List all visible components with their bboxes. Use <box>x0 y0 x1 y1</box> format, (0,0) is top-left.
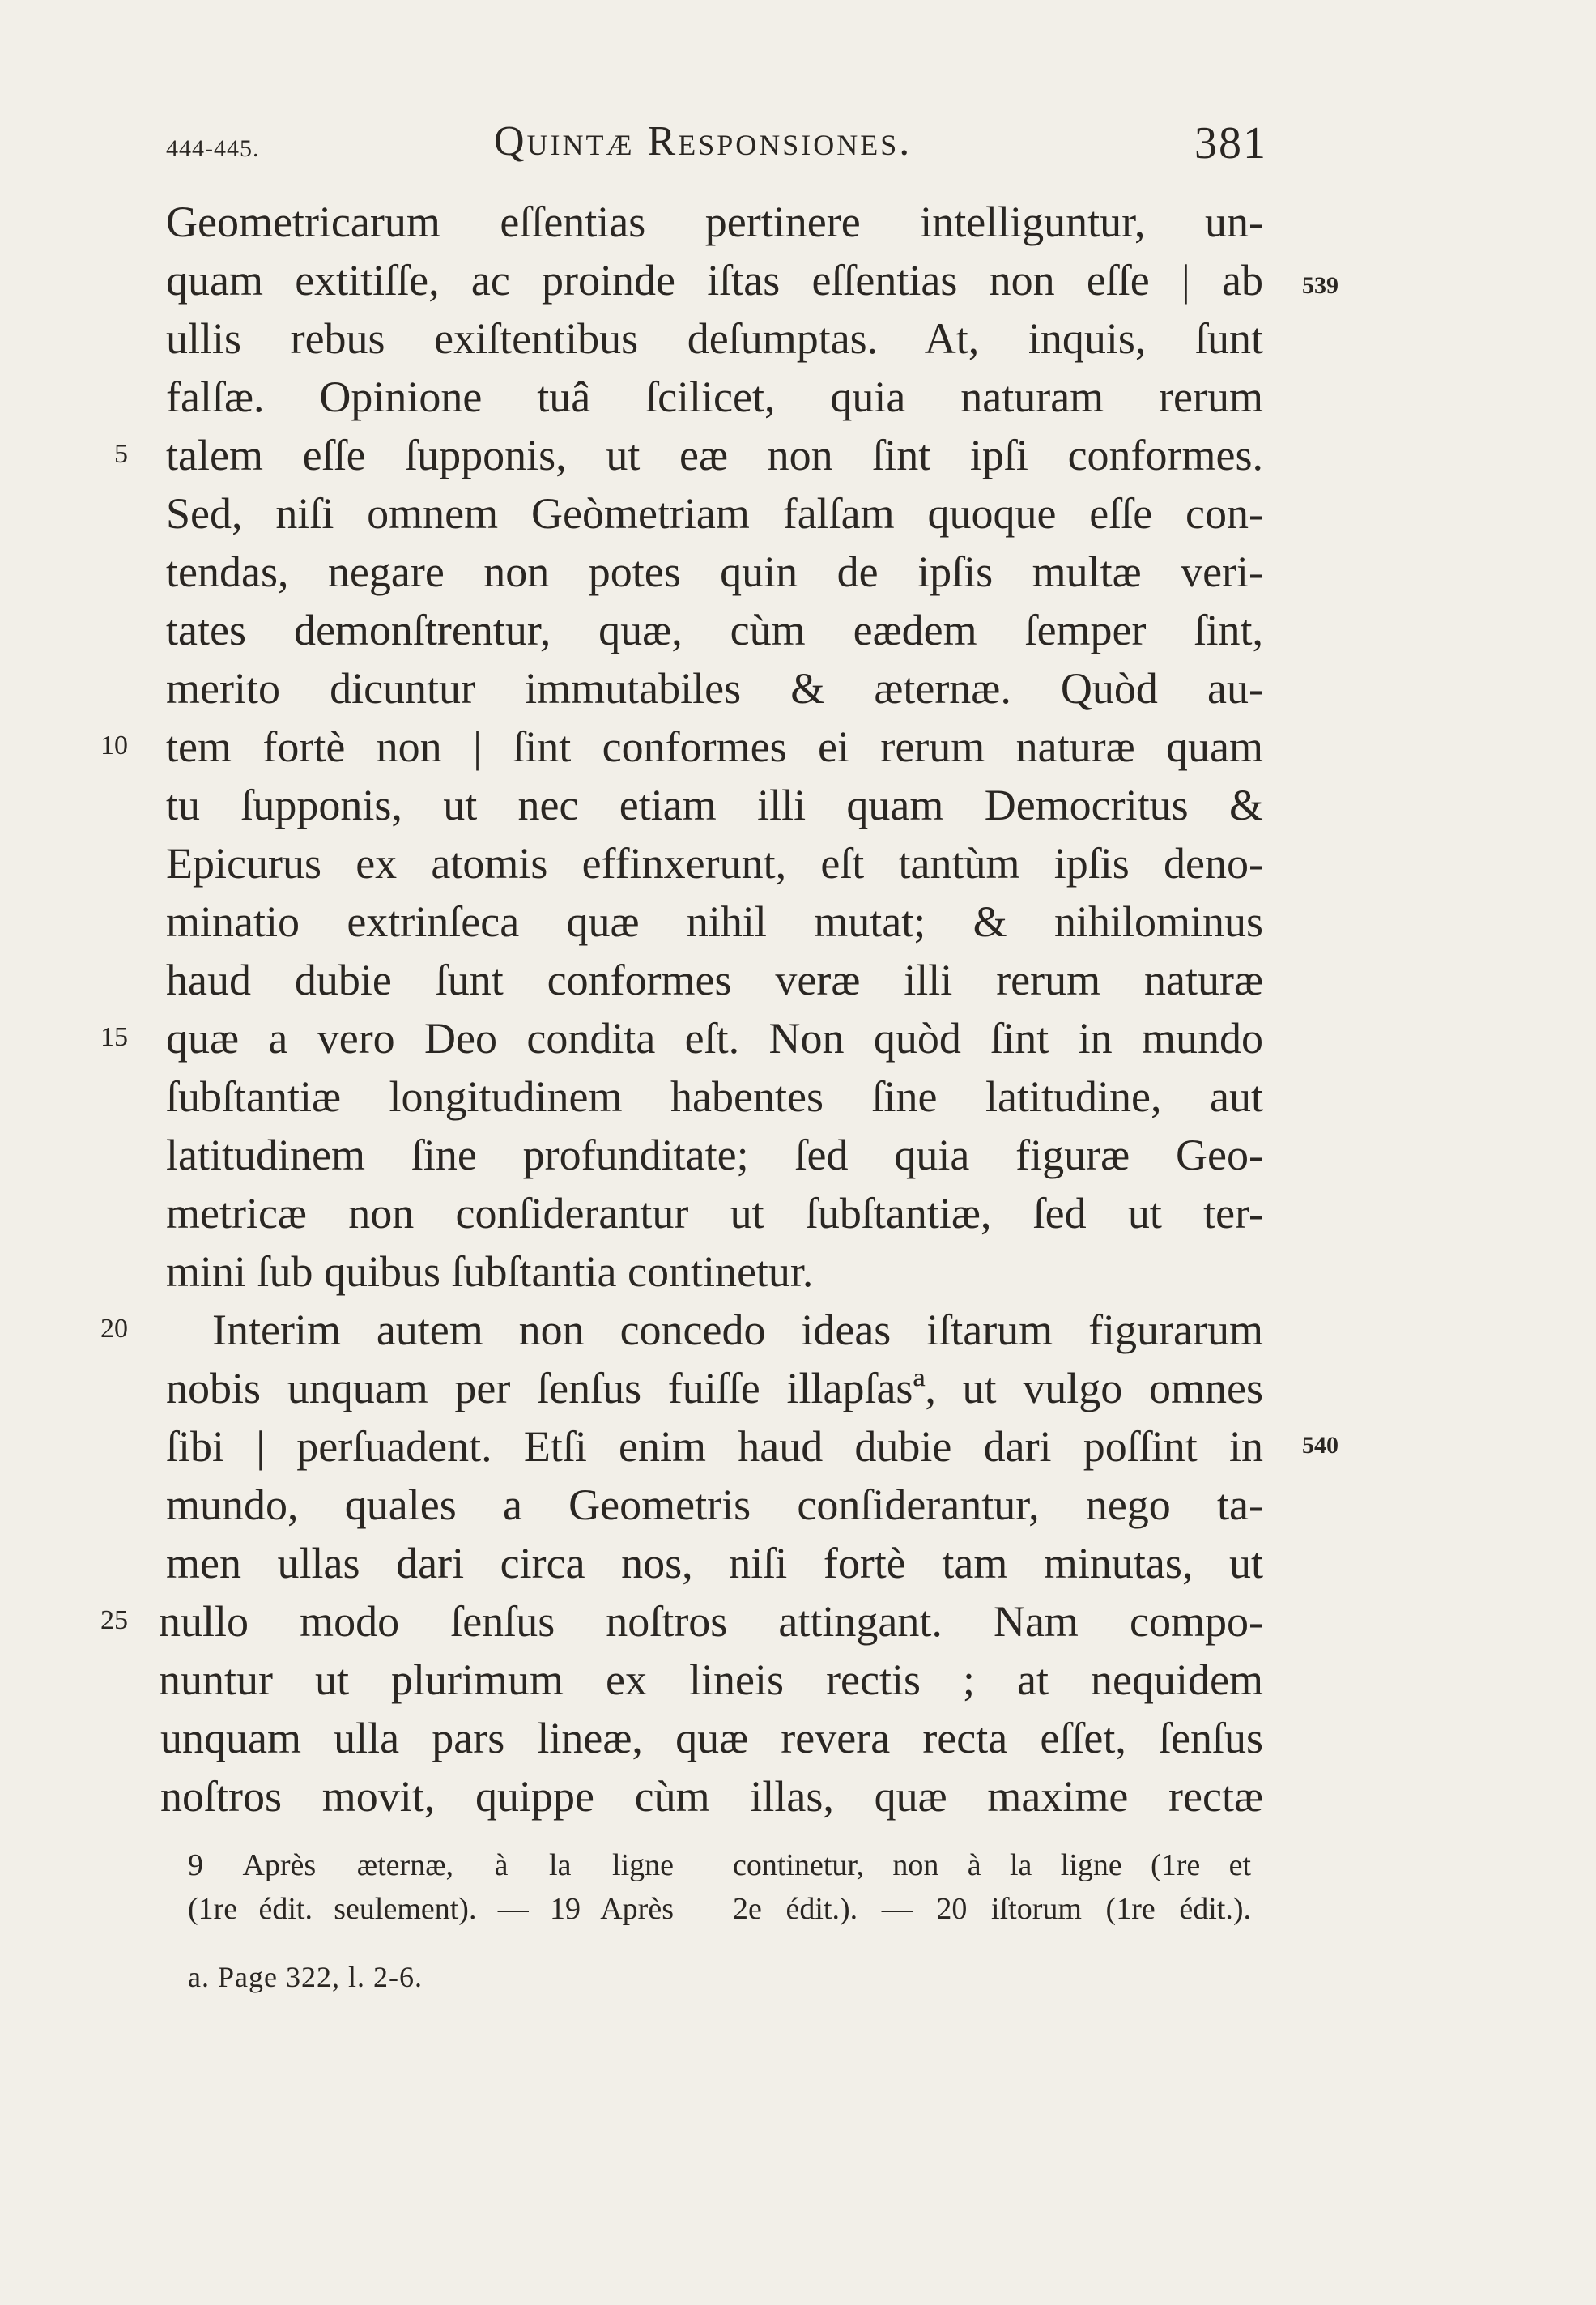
text-line: metricæ non conſiderantur ut ſubſtantiæ, ſed ut ter- <box>166 1189 1263 1238</box>
text-line: Sed, niſi omnem Geòmetriam falſam quoque eſſe con- <box>166 489 1263 538</box>
text-line: men ullas dari circa nos, niſi fortè tam minutas, ut <box>166 1539 1263 1587</box>
text-line: ſubſtantiæ longitudinem habentes ſine latitudine, aut <box>166 1072 1263 1121</box>
footnote-line: 9 Après æternæ, à la ligne <box>188 1848 674 1882</box>
footnote-line: continetur, non à la ligne (1re et <box>733 1848 1251 1882</box>
text-line: falſæ. Opinione tuâ ſcilicet, quia naturam rerum <box>166 373 1263 421</box>
text-line: unquam ulla pars lineæ, quæ revera recta eſſet, ſenſus <box>160 1714 1263 1762</box>
running-header <box>166 117 1267 182</box>
margin-page-ref: 539 <box>1302 272 1339 299</box>
text-line: Interim autem non concedo ideas iſtarum figurarum <box>212 1306 1263 1354</box>
text-line: noſtros movit, quippe cùm illas, quæ maxime rectæ <box>160 1772 1263 1821</box>
footnote-a: a. Page 322, l. 2-6. <box>188 1961 423 1993</box>
text-line: tates demonſtrentur, quæ, cùm eædem ſemper ſint, <box>166 606 1263 654</box>
text-line: tu ſupponis, ut nec etiam illi quam Democritus & <box>166 781 1263 829</box>
text-line: quam extitiſſe, ac proinde iſtas eſſentias non eſſe | ab <box>166 256 1263 305</box>
text-line: nuntur ut plurimum ex lineis rectis ; at nequidem <box>159 1655 1263 1704</box>
margin-page-ref: 540 <box>1302 1432 1339 1459</box>
line-number: 15 <box>100 1022 128 1052</box>
text-line: latitudinem ſine profunditate; ſed quia figuræ Geo- <box>166 1131 1263 1179</box>
line-number: 25 <box>100 1605 128 1635</box>
text-line: ſibi | perſuadent. Etſi enim haud dubie dari poſſint in <box>166 1422 1263 1471</box>
text-line: minatio extrinſeca quæ nihil mutat; & nihilominus <box>166 897 1263 946</box>
text-line: ullis rebus exiſtentibus deſumptas. At, inquis, ſunt <box>166 314 1263 363</box>
text-line: talem eſſe ſupponis, ut eæ non ſint ipſi conformes. <box>166 431 1263 479</box>
footnote-line: (1re édit. seulement). — 19 Après <box>188 1892 674 1926</box>
text-line: tendas, negare non potes quin de ipſis multæ veri- <box>166 547 1263 596</box>
footnote-left-column <box>188 1843 674 1931</box>
text-line: quæ a vero Deo condita eſt. Non quòd ſint in mundo <box>166 1014 1263 1063</box>
text-line: tem fortè non | ſint conformes ei rerum naturæ quam <box>166 722 1263 771</box>
header-title: Quintæ Responsiones. <box>494 118 913 164</box>
header-page-range: 444-445. <box>166 135 260 162</box>
text-line: merito dicuntur immutabiles & æternæ. Quòd au- <box>166 664 1263 713</box>
text-line: Epicurus ex atomis effinxerunt, eſt tantùm ipſis deno- <box>166 839 1263 888</box>
text-line: mini ſub quibus ſubſtantia continetur. <box>166 1247 814 1296</box>
text-line: mundo, quales a Geometris conſiderantur, nego ta- <box>166 1481 1263 1529</box>
text-line: Geometricarum eſſentias pertinere intelliguntur, un- <box>166 198 1263 246</box>
line-number: 20 <box>100 1314 128 1344</box>
text-line: nullo modo ſenſus noſtros attingant. Nam compo- <box>159 1597 1263 1646</box>
line-number: 10 <box>100 731 128 761</box>
line-number: 5 <box>114 439 128 469</box>
footnote-right-column <box>733 1843 1251 1931</box>
header-page-number: 381 <box>1194 118 1267 168</box>
text-line: nobis unquam per ſenſus fuiſſe illapſasª, ut vulgo omnes <box>166 1364 1263 1412</box>
text-line: haud dubie ſunt conformes veræ illi rerum naturæ <box>166 956 1263 1004</box>
footnote-line: 2e édit.). — 20 iſtorum (1re édit.). <box>733 1892 1251 1926</box>
